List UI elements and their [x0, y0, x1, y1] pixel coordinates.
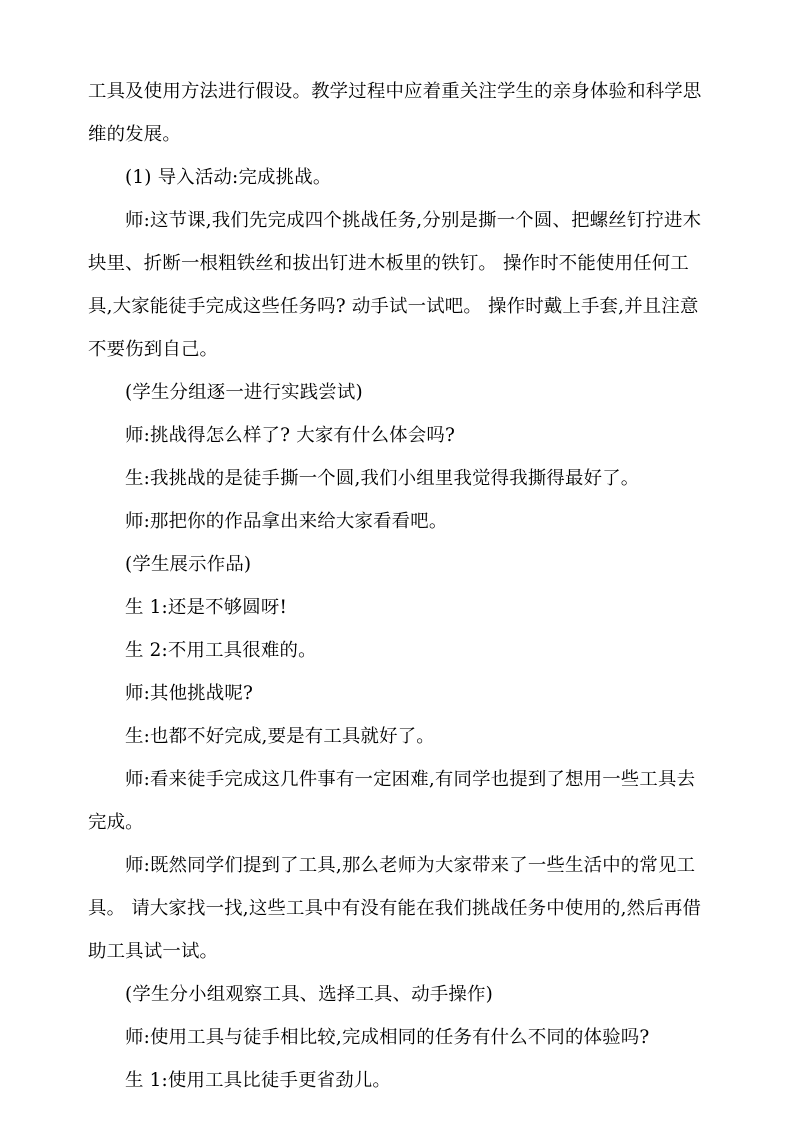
text-line: 不要伤到自己。	[88, 339, 219, 360]
text-line: (学生分小组观察工具、选择工具、动手操作)	[125, 984, 493, 1005]
section-heading: (1) 导入活动:完成挑战。	[125, 167, 332, 188]
text-line: (学生展示作品)	[125, 554, 252, 575]
text-line: 生 2:不用工具很难的。	[125, 640, 317, 661]
text-line: 师:挑战得怎么样了? 大家有什么体会吗?	[125, 425, 456, 446]
text-line: 师:那把你的作品拿出来给大家看看吧。	[125, 511, 448, 532]
text-line: 师:既然同学们提到了工具,那么老师为大家带来了一些生活中的常见工	[125, 855, 696, 876]
text-line: (学生分组逐一进行实践尝试)	[125, 382, 363, 403]
text-line: 师:使用工具与徒手相比较,完成相同的任务有什么不同的体验吗?	[125, 1027, 650, 1048]
text-line: 具,大家能徒手完成这些任务吗? 动手试一试吧。 操作时戴上手套,并且注意	[88, 296, 699, 317]
text-line: 维的发展。	[88, 124, 181, 145]
text-line: 生 1:还是不够圆呀!	[125, 597, 288, 618]
text-line: 块里、折断一根粗铁丝和拔出钉进木板里的铁钉。 操作时不能使用任何工	[88, 253, 689, 274]
text-line: 生:也都不好完成,要是有工具就好了。	[125, 726, 435, 747]
text-line: 工具及使用方法进行假设。教学过程中应着重关注学生的亲身体验和科学思	[88, 81, 702, 102]
text-line: 完成。	[88, 812, 144, 833]
text-line: 助工具试一试。	[88, 941, 219, 962]
document-page	[88, 70, 708, 1102]
text-line: 师:看来徒手完成这几件事有一定困难,有同学也提到了想用一些工具去	[125, 769, 696, 790]
text-line: 师:其他挑战呢?	[125, 683, 253, 704]
text-line: 师:这节课,我们先完成四个挑战任务,分别是撕一个圆、把螺丝钉拧进木	[125, 210, 702, 231]
text-line: 具。 请大家找一找,这些工具中有没有能在我们挑战任务中使用的,然后再借	[88, 898, 702, 919]
text-line: 生 1:使用工具比徒手更省劲儿。	[125, 1070, 392, 1091]
text-line: 生:我挑战的是徒手撕一个圆,我们小组里我觉得我撕得最好了。	[125, 468, 640, 489]
